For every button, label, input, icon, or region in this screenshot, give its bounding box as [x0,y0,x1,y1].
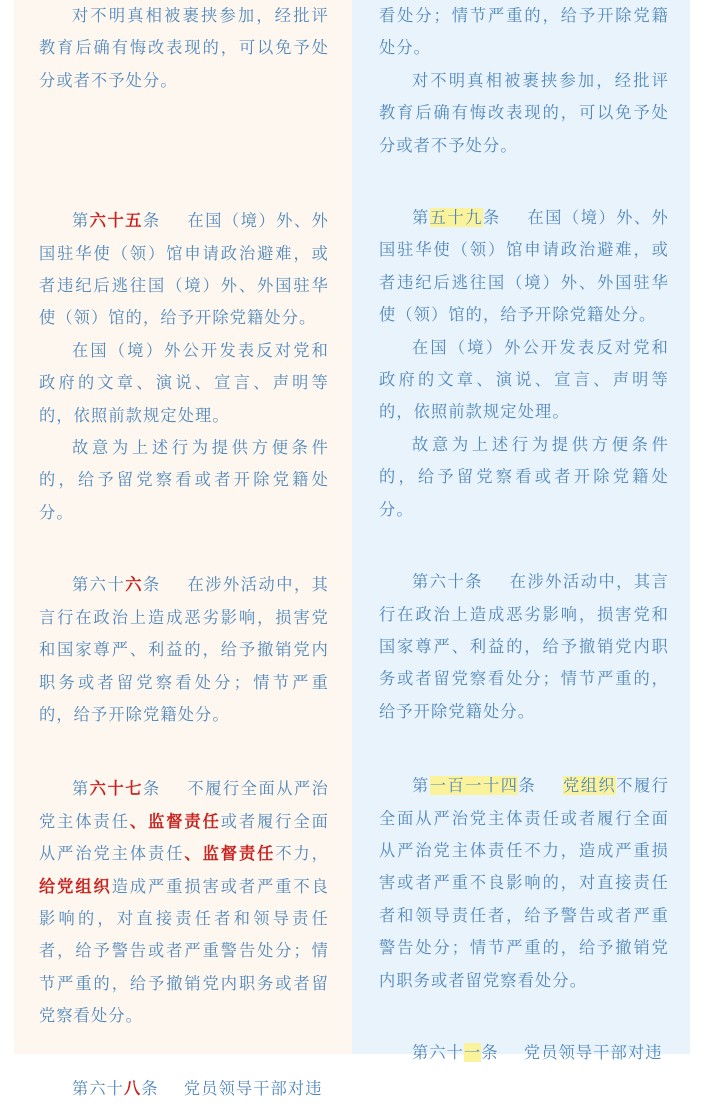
article-65-paragraph-2: 在国（境）外公开发表反对党和政府的文章、演说、宣言、声明等的，依照前款规定处理。 [39,340,329,425]
spacer [379,728,669,770]
highlighted-party-org: 党组织 [563,776,617,796]
spacer [39,1033,329,1073]
article-66-paragraph: 第六十六条 在涉外活动中，其言行在政治上造成恶劣影响，损害党和国家尊严、利益的，给予撤销党内职务或者留党察看处分；情节严重的，给予开除党籍处分。 [39,575,330,724]
article-65-paragraph-3: 故意为上述行为提供方便条件的，给予留党察看或者开除党籍处分。 [39,438,329,522]
article-60-paragraph: 第六十条 在涉外活动中，其言行在政治上造成恶劣影响，损害党和国家尊严、利益的，给予撤销党内职务或者留党察看处分；情节严重的，给予开除党籍处分。 [379,572,669,721]
added-text-party-org: 给党组织 [39,876,112,896]
spacer [39,97,329,205]
spacer [379,526,669,566]
article-67-paragraph: 第六十七条 不履行全面从严治党主体责任、监督责任或者履行全面从严治党主体责任、监督责任不力，给党组织造成严重损害或者严重不良影响的，对直接责任者和领导责任者，给予警告或者严重警告处分；情节严重的，给予撤销党内职务或者留党察看处分。 [39,779,330,1026]
old-version-column [352,0,690,1062]
article-67-heading: 第六十七条 [72,779,161,799]
spacer [379,997,669,1037]
right-intro-paragraph: 对不明真相被裹挟参加，经批评教育后确有悔改表现的，可以免予处分或者不予处分。 [379,70,669,155]
article-65-paragraph-1: 第六十五条 在国（境）外、外国驻华使（领）馆申请政治避难，或者违纪后逃往国（境）外、外国驻华使（领）馆的，给予开除党籍处分。 [39,211,330,328]
article-61-partial: 第六十一条 党员领导干部对违 [412,1042,663,1062]
article-114-heading: 第一百一十四条 [412,776,537,796]
article-114-paragraph: 第一百一十四条 党组织不履行全面从严治党主体责任或者履行全面从严治党主体责任不力，造成严重损害或者严重不良影响的，对直接责任者和领导责任者，给予警告或者严重警告处分；情节严重的，给予撤销党内职务或者留党察看处分。 [379,776,670,990]
article-66-heading: 第六十六条 [72,575,161,595]
added-text-supervision-2: 、监督责任 [184,844,276,864]
spacer [379,162,669,202]
article-59-heading: 第五十九条 [412,208,501,228]
article-59-paragraph-2: 在国（境）外公开发表反对党和政府的文章、演说、宣言、声明等的，依照前款规定处理。 [379,337,669,422]
added-text-supervision-1: 、监督责任 [129,811,221,831]
article-68-partial: 第六十八条 党员领导干部对违 [72,1078,323,1098]
article-59-paragraph-1: 第五十九条 在国（境）外、外国驻华使（领）馆申请政治避难，或者违纪后逃往国（境）外、外国驻华使（领）馆的，给予开除党籍处分。 [379,208,670,325]
spacer [39,731,329,773]
article-65-heading: 第六十五条 [72,211,161,231]
article-60-heading: 第六十条 [412,572,483,592]
new-version-column [14,0,352,1098]
spacer [39,529,329,569]
left-intro-paragraph: 对不明真相被裹挟参加，经批评教育后确有悔改表现的，可以免予处分或者不予处分。 [39,6,329,90]
right-top-continuation: 看处分；情节严重的，给予开除党籍处分。 [379,6,669,58]
article-59-paragraph-3: 故意为上述行为提供方便条件的，给予留党察看或者开除党籍处分。 [379,434,669,519]
